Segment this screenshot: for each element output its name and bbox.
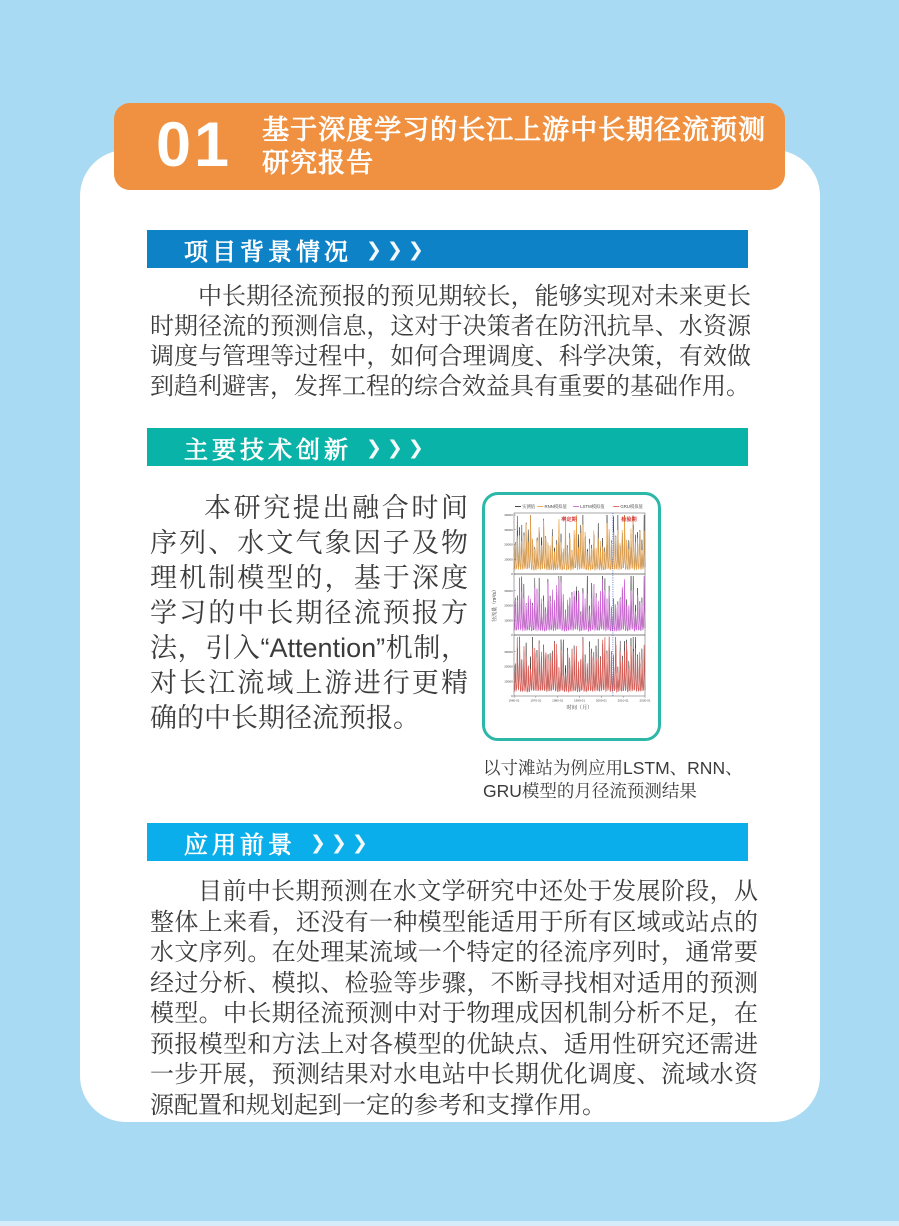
svg-text:GRU模拟值: GRU模拟值 — [620, 504, 643, 509]
svg-text:0: 0 — [511, 633, 513, 638]
runoff-forecast-figure — [482, 492, 661, 741]
page-title-line2: 研究报告 — [262, 147, 375, 178]
svg-text:30000: 30000 — [504, 649, 513, 654]
svg-text:20000: 20000 — [504, 603, 513, 608]
page-title-line1: 基于深度学习的长江上游中长期径流预测 — [262, 114, 767, 145]
section-number: 01 — [156, 110, 233, 180]
svg-text:30000: 30000 — [504, 588, 513, 593]
svg-text:10000: 10000 — [504, 679, 513, 684]
svg-text:率定期: 率定期 — [561, 517, 577, 523]
section-header-label: 应用前景 — [184, 831, 296, 859]
svg-text:时间（月）: 时间（月） — [566, 705, 593, 711]
section-header-application — [147, 823, 748, 861]
svg-text:10000: 10000 — [504, 618, 513, 623]
svg-text:1960-01: 1960-01 — [508, 698, 520, 703]
chevrons-icon: ❯❯❯ — [366, 239, 429, 261]
svg-text:检验期: 检验期 — [621, 517, 637, 523]
svg-text:2020-01: 2020-01 — [639, 698, 651, 703]
svg-text:径流量（m³/s）: 径流量（m³/s） — [492, 587, 498, 622]
section-header-label: 项目背景情况 — [184, 238, 352, 266]
svg-text:0: 0 — [511, 572, 513, 577]
svg-text:2000-01: 2000-01 — [595, 698, 607, 703]
report-title-badge — [114, 103, 785, 190]
background-paragraph: 中长期径流预报的预见期较长，能够实现对未来更长时期径流的预测信息，这对于决策者在防汛抗旱、水资源调度与管理等过程中，如何合理调度、科学决策，有效做到趋利避害，发挥工程的综合效益具有重要的基础作用。 — [150, 283, 751, 400]
runoff-chart — [490, 500, 653, 733]
svg-text:0: 0 — [511, 694, 513, 699]
innovation-paragraph: 本研究提出融合时间序列、水文气象因子及物理机制模型的，基于深度学习的中长期径流预报方法，引入“Attention”机制，对长江流域上游进行更精确的中长期径流预报。 — [150, 493, 468, 733]
svg-text:40000: 40000 — [504, 513, 513, 518]
page-title — [262, 114, 766, 180]
svg-text:20000: 20000 — [504, 542, 513, 547]
svg-text:10000: 10000 — [504, 557, 513, 562]
svg-text:2010-01: 2010-01 — [617, 698, 629, 703]
chevrons-icon: ❯❯❯ — [310, 832, 373, 854]
section-header-label: 主要技术创新 — [184, 436, 352, 464]
svg-text:20000: 20000 — [504, 664, 513, 669]
svg-text:1990-01: 1990-01 — [573, 698, 586, 703]
section-header-innovation — [147, 428, 748, 466]
figure-caption-line1: 以寸滩站为例应用LSTM、RNN、 — [483, 758, 743, 778]
page-bottom-strip — [0, 1221, 899, 1226]
svg-text:RNN模拟值: RNN模拟值 — [544, 504, 567, 509]
chevrons-icon: ❯❯❯ — [366, 437, 429, 459]
svg-text:1970-01: 1970-01 — [530, 698, 542, 703]
figure-caption — [483, 757, 773, 803]
svg-text:1980-01: 1980-01 — [552, 698, 564, 703]
svg-text:30000: 30000 — [504, 527, 513, 532]
section-header-background — [147, 230, 748, 268]
figure-caption-line2: GRU模型的月径流预测结果 — [483, 781, 697, 801]
svg-text:实测值: 实测值 — [522, 504, 536, 509]
svg-text:LSTM模拟值: LSTM模拟值 — [580, 504, 605, 509]
application-paragraph: 目前中长期预测在水文学研究中还处于发展阶段，从整体上来看，还没有一种模型能适用于所有区域或站点的水文序列。在处理某流域一个特定的径流序列时，通常要经过分析、模拟、检验等步骤，不断寻找相对适用的预测模型。中长期径流预测中对于物理成因机制分析不足，在预报模型和方法上对各模型的优缺点、适用性研究还需进一步开展，预测结果对水电站中长期优化调度、流域水资源配置和规划起到一定的参考和支撑作用。 — [150, 878, 758, 1119]
